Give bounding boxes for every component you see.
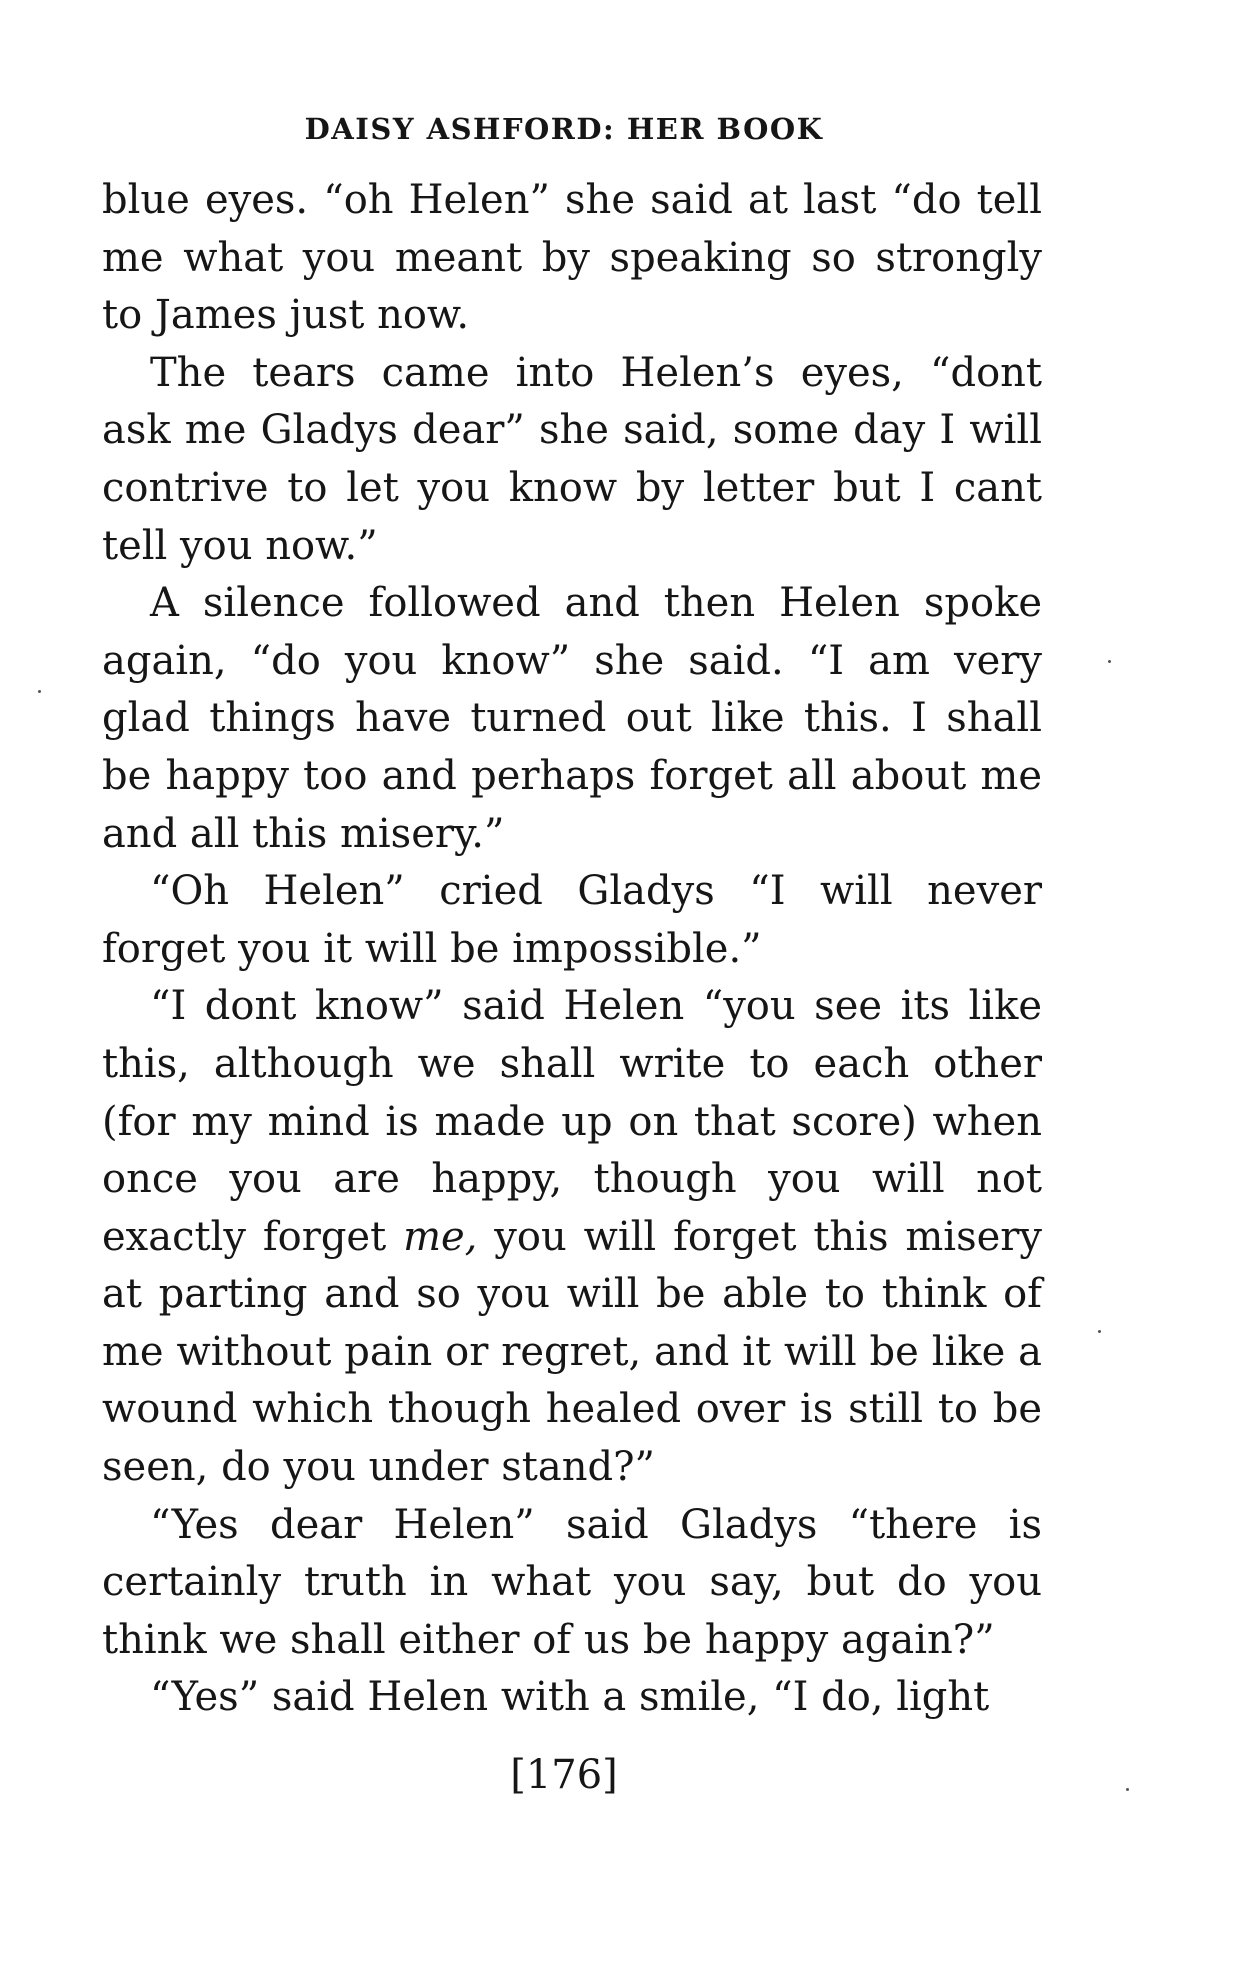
emphasis-me: me,	[403, 1213, 478, 1260]
paragraph-1: blue eyes. “oh Helen” she said at last “do tell me what you meant by speaking so strongly to James just now.	[102, 177, 1042, 339]
scan-speck	[38, 690, 41, 693]
scan-speck	[1126, 1788, 1129, 1791]
paragraph-3: A silence followed and then Helen spoke again, “do you know” she said. “I am very glad things have turned out like this. I shall be happy too and perhaps forget all about me and all this misery.”	[102, 580, 1042, 857]
paragraph-5	[102, 978, 1042, 1496]
paragraph-5-part-a: “I dont know” said Helen “you see its like this, although we shall write to each other (for my mind is made up on that score) when once you are happy, though you will not exactly forget	[102, 983, 1042, 1260]
paragraph-5-part-b: you will forget this misery at parting and so you will be able to think of me without pain or regret, and it will be like a wound which though healed over is still to be seen, do you under stand?”	[102, 1213, 1042, 1491]
scan-speck	[1098, 1330, 1101, 1333]
paragraph-4: “Oh Helen” cried Gladys “I will never forget you it will be impossible.”	[102, 868, 1042, 972]
paragraph-2: The tears came into Helen’s eyes, “dont ask me Gladys dear” she said, some day I will contrive to let you know by letter but I cant tell you now.”	[102, 349, 1042, 569]
paragraph-7: “Yes” said Helen with a smile, “I do, light	[150, 1674, 990, 1721]
running-head: DAISY ASHFORD: HER BOOK	[304, 112, 824, 146]
scan-speck	[1108, 660, 1111, 663]
paragraph-6: “Yes dear Helen” said Gladys “there is certainly truth in what you say, but do you think we shall either of us be happy again?”	[102, 1501, 1042, 1663]
page-number: [176]	[510, 1752, 618, 1798]
body-text	[102, 172, 1042, 1727]
